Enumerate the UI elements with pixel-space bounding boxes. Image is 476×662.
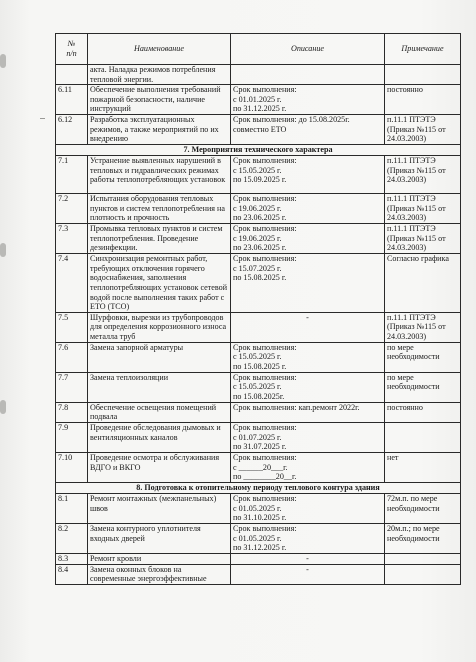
header-num: № п/п — [56, 34, 88, 65]
row-number: 7.5 — [56, 312, 88, 342]
section-heading-row — [56, 145, 461, 156]
section-title: 7. Мероприятия технического характера — [56, 145, 461, 156]
row-name: Разработка эксплуатационных режимов, а также мероприятий по их внедрению — [88, 115, 231, 145]
table-body — [56, 65, 461, 585]
row-note: п.11.1 ПТЭТЭ (Приказ №115 от 24.03.2003) — [385, 194, 461, 224]
row-description: Срок выполнения: кап.ремонт 2022г. — [231, 402, 385, 422]
row-number: 7.4 — [56, 254, 88, 313]
table-row — [56, 224, 461, 254]
table-header-row — [56, 34, 461, 65]
plan-table — [55, 33, 461, 585]
row-name: Замена запорной арматуры — [88, 342, 231, 372]
row-number: 6.11 — [56, 85, 88, 115]
row-description: - — [231, 564, 385, 584]
table-row — [56, 115, 461, 145]
table-row — [56, 523, 461, 553]
row-description: - — [231, 553, 385, 564]
row-note: п.11.1 ПТЭТЭ (Приказ №115 от 24.03.2003) — [385, 312, 461, 342]
row-number: 8.3 — [56, 553, 88, 564]
row-description: Срок выполнения: с 01.05.2025 г. по 31.10.2025 г. — [231, 493, 385, 523]
row-note — [385, 422, 461, 452]
row-description: Срок выполнения: с 01.07.2025 г. по 31.07.2025 г. — [231, 422, 385, 452]
table-row — [56, 194, 461, 224]
table-row — [56, 452, 461, 482]
header-description: Описание — [231, 34, 385, 65]
section-heading-row — [56, 482, 461, 493]
row-description: Срок выполнения: с 19.06.2025 г. по 23.06.2025 г. — [231, 224, 385, 254]
row-note — [385, 553, 461, 564]
row-number: 7.6 — [56, 342, 88, 372]
row-note: нет — [385, 452, 461, 482]
row-note: по мере необходимости — [385, 372, 461, 402]
row-number: 8.2 — [56, 523, 88, 553]
table-row — [56, 312, 461, 342]
row-note — [385, 564, 461, 584]
row-name: Шурфовки, вырезки из трубопроводов для определения коррозионного износа металла труб — [88, 312, 231, 342]
row-description — [231, 65, 385, 85]
row-number: 7.10 — [56, 452, 88, 482]
row-number: 6.12 — [56, 115, 88, 145]
header-name: Наименование — [88, 34, 231, 65]
row-name: акта. Наладка режимов потребления тепловой энергии. — [88, 65, 231, 85]
row-description: Срок выполнения: с 19.06.2025 г. по 23.06.2025 г. — [231, 194, 385, 224]
row-note: 72м.п. по мере необходимости — [385, 493, 461, 523]
table-row — [56, 553, 461, 564]
row-number — [56, 65, 88, 85]
row-name: Синхронизация ремонтных работ, требующих отключения горячего водоснабжения, заполнения теплопотребляющих установок сетевой водой после выполнения таких работ с ЕТО (ТСО) — [88, 254, 231, 313]
row-note: п.11.1 ПТЭТЭ (Приказ №115 от 24.03.2003) — [385, 156, 461, 194]
row-name: Испытания оборудования тепловых пунктов и систем теплопотребления на плотность и прочность — [88, 194, 231, 224]
row-note: Согласно графика — [385, 254, 461, 313]
row-note: по мере необходимости — [385, 342, 461, 372]
section-title: 8. Подготовка к отопительному периоду теплового контура здания — [56, 482, 461, 493]
table-row — [56, 254, 461, 313]
row-number: 7.7 — [56, 372, 88, 402]
table-row — [56, 85, 461, 115]
punch-hole-mark — [0, 400, 6, 414]
row-number: 8.1 — [56, 493, 88, 523]
row-description: Срок выполнения: с 01.01.2025 г. по 31.12.2025 г. — [231, 85, 385, 115]
row-name: Проведение обследования дымовых и вентиляционных каналов — [88, 422, 231, 452]
table-row — [56, 493, 461, 523]
row-note — [385, 65, 461, 85]
table-row — [56, 156, 461, 194]
row-note: п.11.1 ПТЭТЭ (Приказ №115 от 24.03.2003) — [385, 224, 461, 254]
row-note: п.11.1 ПТЭТЭ (Приказ №115 от 24.03.2003) — [385, 115, 461, 145]
row-note: 20м.п.; по мере необходимости — [385, 523, 461, 553]
row-description: - — [231, 312, 385, 342]
row-number: 7.9 — [56, 422, 88, 452]
row-number: 7.8 — [56, 402, 88, 422]
scan-mark — [40, 118, 45, 119]
row-name: Проведение осмотра и обслуживания ВДГО и ВКГО — [88, 452, 231, 482]
row-name: Промывка тепловых пунктов и систем теплопотребления. Проведение дезинфекции. — [88, 224, 231, 254]
row-number: 7.1 — [56, 156, 88, 194]
row-description: Срок выполнения: с 15.05.2025 г. по 15.09.2025 г. — [231, 156, 385, 194]
row-description: Срок выполнения: с 15.05.2025 г. по 15.08.2025г. — [231, 372, 385, 402]
table-row — [56, 422, 461, 452]
header-note: Примечание — [385, 34, 461, 65]
row-description: Срок выполнения: с 15.05.2025 г. по 15.08.2025 г. — [231, 342, 385, 372]
row-name: Обеспечение освещения помещений подвала — [88, 402, 231, 422]
row-number: 7.2 — [56, 194, 88, 224]
table-row — [56, 65, 461, 85]
row-number: 7.3 — [56, 224, 88, 254]
punch-hole-mark — [0, 243, 6, 257]
table-row — [56, 564, 461, 584]
row-name: Устранение выявленных нарушений в тепловых и гидравлических режимах работы теплопотребляющих установок — [88, 156, 231, 194]
table-row — [56, 402, 461, 422]
row-name: Замена теплоизоляции — [88, 372, 231, 402]
table-row — [56, 342, 461, 372]
row-name: Замена оконных блоков на современные энергоэффективные — [88, 564, 231, 584]
table-row — [56, 372, 461, 402]
row-name: Замена контурного уплотнителя входных дверей — [88, 523, 231, 553]
row-description: Срок выполнения: с 15.07.2025 г. по 15.08.2025 г. — [231, 254, 385, 313]
punch-hole-mark — [0, 54, 6, 68]
row-name: Ремонт монтажных (межпанельных) швов — [88, 493, 231, 523]
row-number: 8.4 — [56, 564, 88, 584]
row-name: Ремонт кровли — [88, 553, 231, 564]
row-name: Обеспечение выполнения требований пожарной безопасности, наличие инструкций — [88, 85, 231, 115]
row-note: постоянно — [385, 402, 461, 422]
row-description: Срок выполнения: с 01.05.2025 г. по 31.12.2025 г. — [231, 523, 385, 553]
row-description: Срок выполнения: до 15.08.2025г. совместно ЕТО — [231, 115, 385, 145]
row-description: Срок выполнения: с ______20___г. по ________20__г. — [231, 452, 385, 482]
row-note: постоянно — [385, 85, 461, 115]
